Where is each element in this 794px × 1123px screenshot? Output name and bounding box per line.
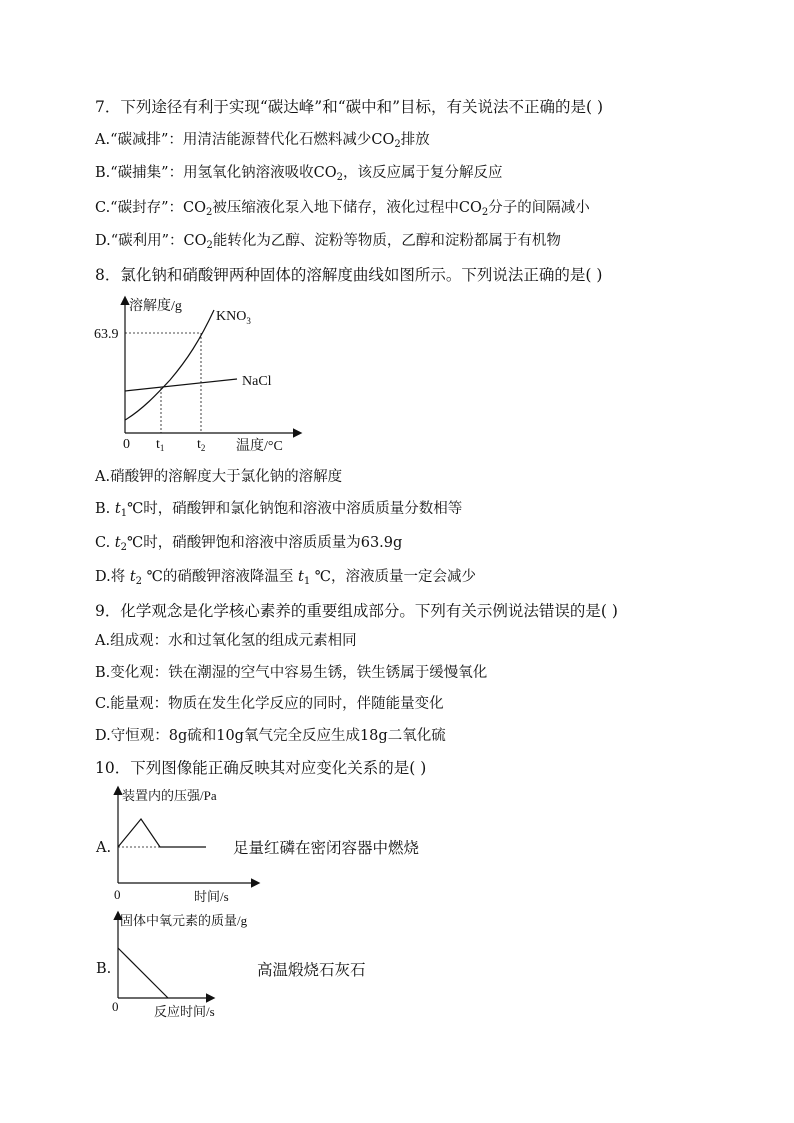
q7-option-c: C.“碳封存”：$CO_2$被压缩液化泵入地下储存，液化过程中$CO_2$分子的间隔减小 [95, 200, 590, 218]
y-axis-label: 溶解度/g [129, 299, 182, 314]
nacl-line [125, 379, 237, 391]
q7-option-d: D.“碳利用”：$CO_2$能转化为乙醇、淀粉等物质，乙醇和淀粉都属于有机物 [95, 233, 561, 251]
origin-label: 0 [112, 999, 119, 1014]
nacl-label: NaCl [242, 374, 272, 389]
oxygen-line [118, 948, 168, 998]
oxygen-mass-graph [108, 908, 268, 1023]
y-axis-label: 装置内的压强/Pa [122, 788, 217, 803]
q7-option-b: B.“碳捕集”：用氢氧化钠溶液吸收$CO_2$，该反应属于复分解反应 [95, 165, 503, 183]
q10-option-b-caption: 高温煅烧石灰石 [257, 961, 366, 979]
q9-stem: 9．化学观念是化学核心素养的重要组成部分。下列有关示例说法错误的是( ) [95, 602, 618, 620]
x-axis-label: 反应时间/s [154, 1004, 215, 1019]
q10-option-b-label: B. [96, 961, 112, 977]
q9-option-b: B.变化观：铁在潮湿的空气中容易生锈，铁生锈属于缓慢氧化 [95, 665, 488, 681]
q9-option-c: C.能量观：物质在发生化学反应的同时，伴随能量变化 [95, 696, 444, 712]
origin-label: 0 [123, 437, 130, 452]
q10-option-a-caption: 足量红磷在密闭容器中燃烧 [233, 839, 420, 857]
q9-option-d: D.守恒观：8g硫和10g氧气完全反应生成18g二氧化硫 [95, 728, 446, 744]
q8-option-d: D.将 $t_2$ ℃的硝酸钾溶液降温至 $t_1$ ℃，溶液质量一定会减少 [95, 569, 477, 587]
solubility-curve-graph [92, 290, 307, 460]
q8-option-c: C. $t_2℃$时，硝酸钾饱和溶液中溶质质量为63.9g [95, 535, 403, 553]
pressure-curve [118, 819, 206, 847]
kno3-label: $KNO_3$ [216, 309, 251, 326]
t2-label: $t_2$ [197, 437, 206, 453]
y-axis-label: 固体中氧元素的质量/g [120, 913, 248, 928]
x-axis-label: 温度/°C [236, 439, 283, 454]
q7-option-a: A.“碳减排”：用清洁能源替代化石燃料减少$CO_2$排放 [95, 132, 430, 150]
q10-stem: 10．下列图像能正确反映其对应变化关系的是( ) [95, 759, 427, 777]
x-axis-label: 时间/s [194, 889, 229, 904]
q8-option-b: B. $t_1℃$时，硝酸钾和氯化钠饱和溶液中溶质质量分数相等 [95, 501, 463, 519]
origin-label: 0 [114, 887, 121, 902]
t1-label: $t_1$ [156, 437, 165, 453]
y-tick-63.9: 63.9 [94, 327, 119, 342]
q10-option-a-label: A. [96, 840, 112, 856]
q8-option-a: A.硝酸钾的溶解度大于氯化钠的溶解度 [95, 469, 343, 485]
q7-stem: 7．下列途径有利于实现“碳达峰”和“碳中和”目标，有关说法不正确的是( ) [95, 98, 604, 116]
q9-option-a: A.组成观：水和过氧化氢的组成元素相同 [95, 633, 357, 649]
q8-stem: 8．氯化钠和硝酸钾两种固体的溶解度曲线如图所示。下列说法正确的是( ) [95, 266, 603, 284]
